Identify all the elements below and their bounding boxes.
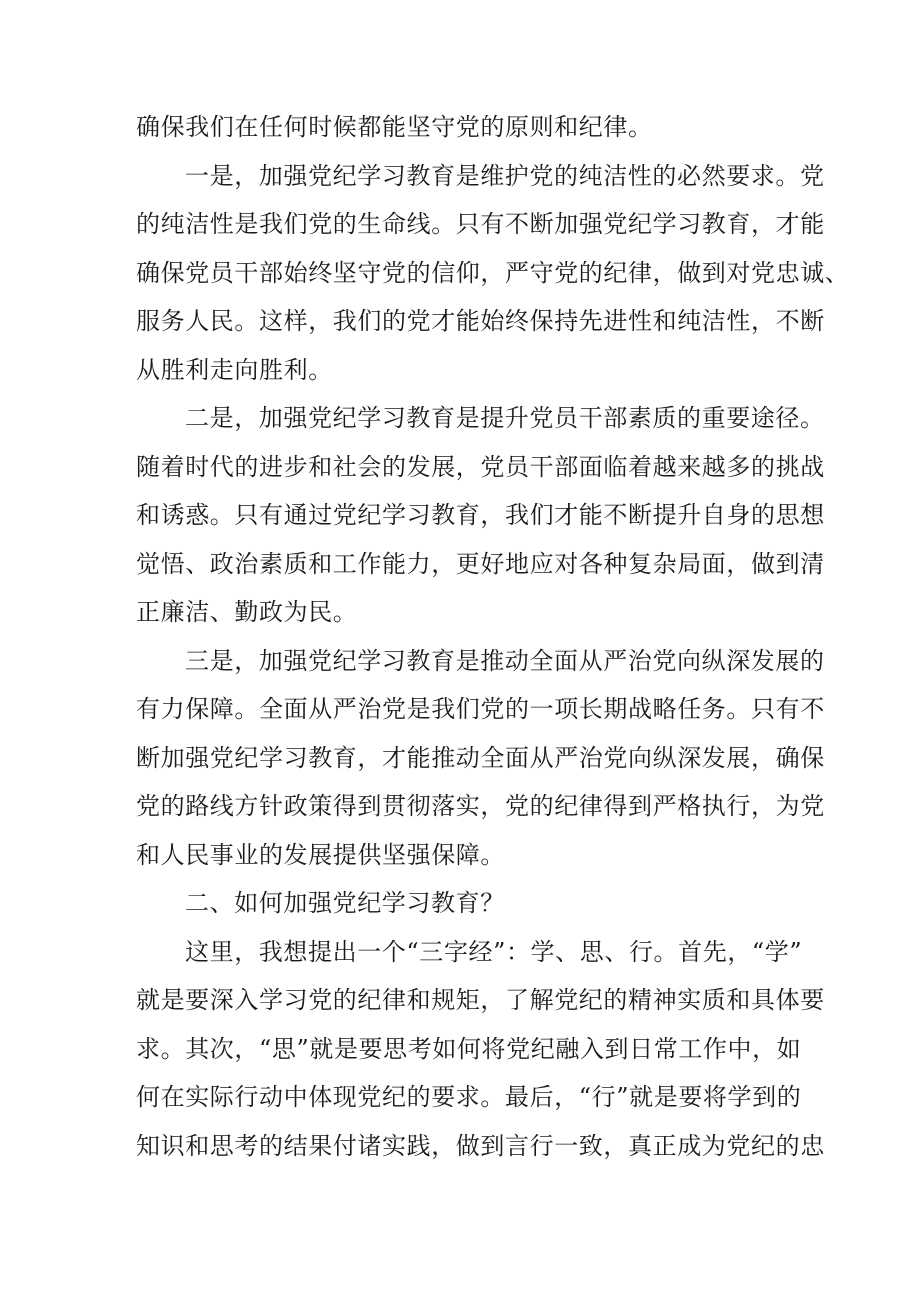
text-line: 服务人民。这样，我们的党才能始终保持先进性和纯洁性，不断 [136, 307, 825, 335]
text-line: 求。其次，“思”就是要思考如何将党纪融入到日常工作中，如 [136, 1034, 802, 1063]
paragraph-first-line: 这里，我想提出一个“三字经”：学、思、行。首先，“学” [185, 937, 803, 966]
text-line: 和诱惑。只有通过党纪学习教育，我们才能不断提升自身的思想 [136, 501, 825, 529]
text-line: 从胜利走向胜利。 [136, 355, 333, 384]
document-body [136, 103, 850, 1170]
text-line: 有力保障。全面从严治党是我们党的一项长期战略任务。只有不 [136, 695, 825, 723]
text-line: 和人民事业的发展提供坚强保障。 [136, 840, 505, 869]
text-line: 确保我们在任何时候都能坚守党的原则和纪律。 [136, 113, 653, 141]
text-line: 正廉洁、勤政为民。 [136, 598, 358, 626]
paragraph-first-line: 二是，加强党纪学习教育是提升党员干部素质的重要途径。 [185, 404, 825, 432]
text-line: 何在实际行动中体现党纪的要求。最后，“行”就是要将学到的 [136, 1083, 802, 1111]
text-line: 断加强党纪学习教育，才能推动全面从严治党向纵深发展，确保 [136, 743, 825, 772]
text-line: 随着时代的进步和社会的发展，党员干部面临着越来越多的挑战 [136, 452, 825, 481]
text-line: 确保党员干部始终坚守党的信仰，严守党的纪律，做到对党忠诚、 [136, 258, 850, 287]
paragraph-first-line: 三是，加强党纪学习教育是推动全面从严治党向纵深发展的 [185, 646, 825, 675]
text-line: 党的路线方针政策得到贯彻落实，党的纪律得到严格执行，为党 [136, 792, 825, 820]
text-line: 就是要深入学习党的纪律和规矩，了解党纪的精神实质和具体要 [136, 986, 825, 1014]
text-line: 觉悟、政治素质和工作能力，更好地应对各种复杂局面，做到清 [136, 549, 825, 578]
paragraph-first-line: 一是，加强党纪学习教育是维护党的纯洁性的必然要求。党 [185, 161, 825, 190]
text-line: 的纯洁性是我们党的生命线。只有不断加强党纪学习教育，才能 [136, 210, 825, 238]
section-heading: 二、如何加强党纪学习教育？ [185, 889, 505, 917]
text-line: 知识和思考的结果付诸实践，做到言行一致，真正成为党纪的忠 [136, 1131, 825, 1160]
